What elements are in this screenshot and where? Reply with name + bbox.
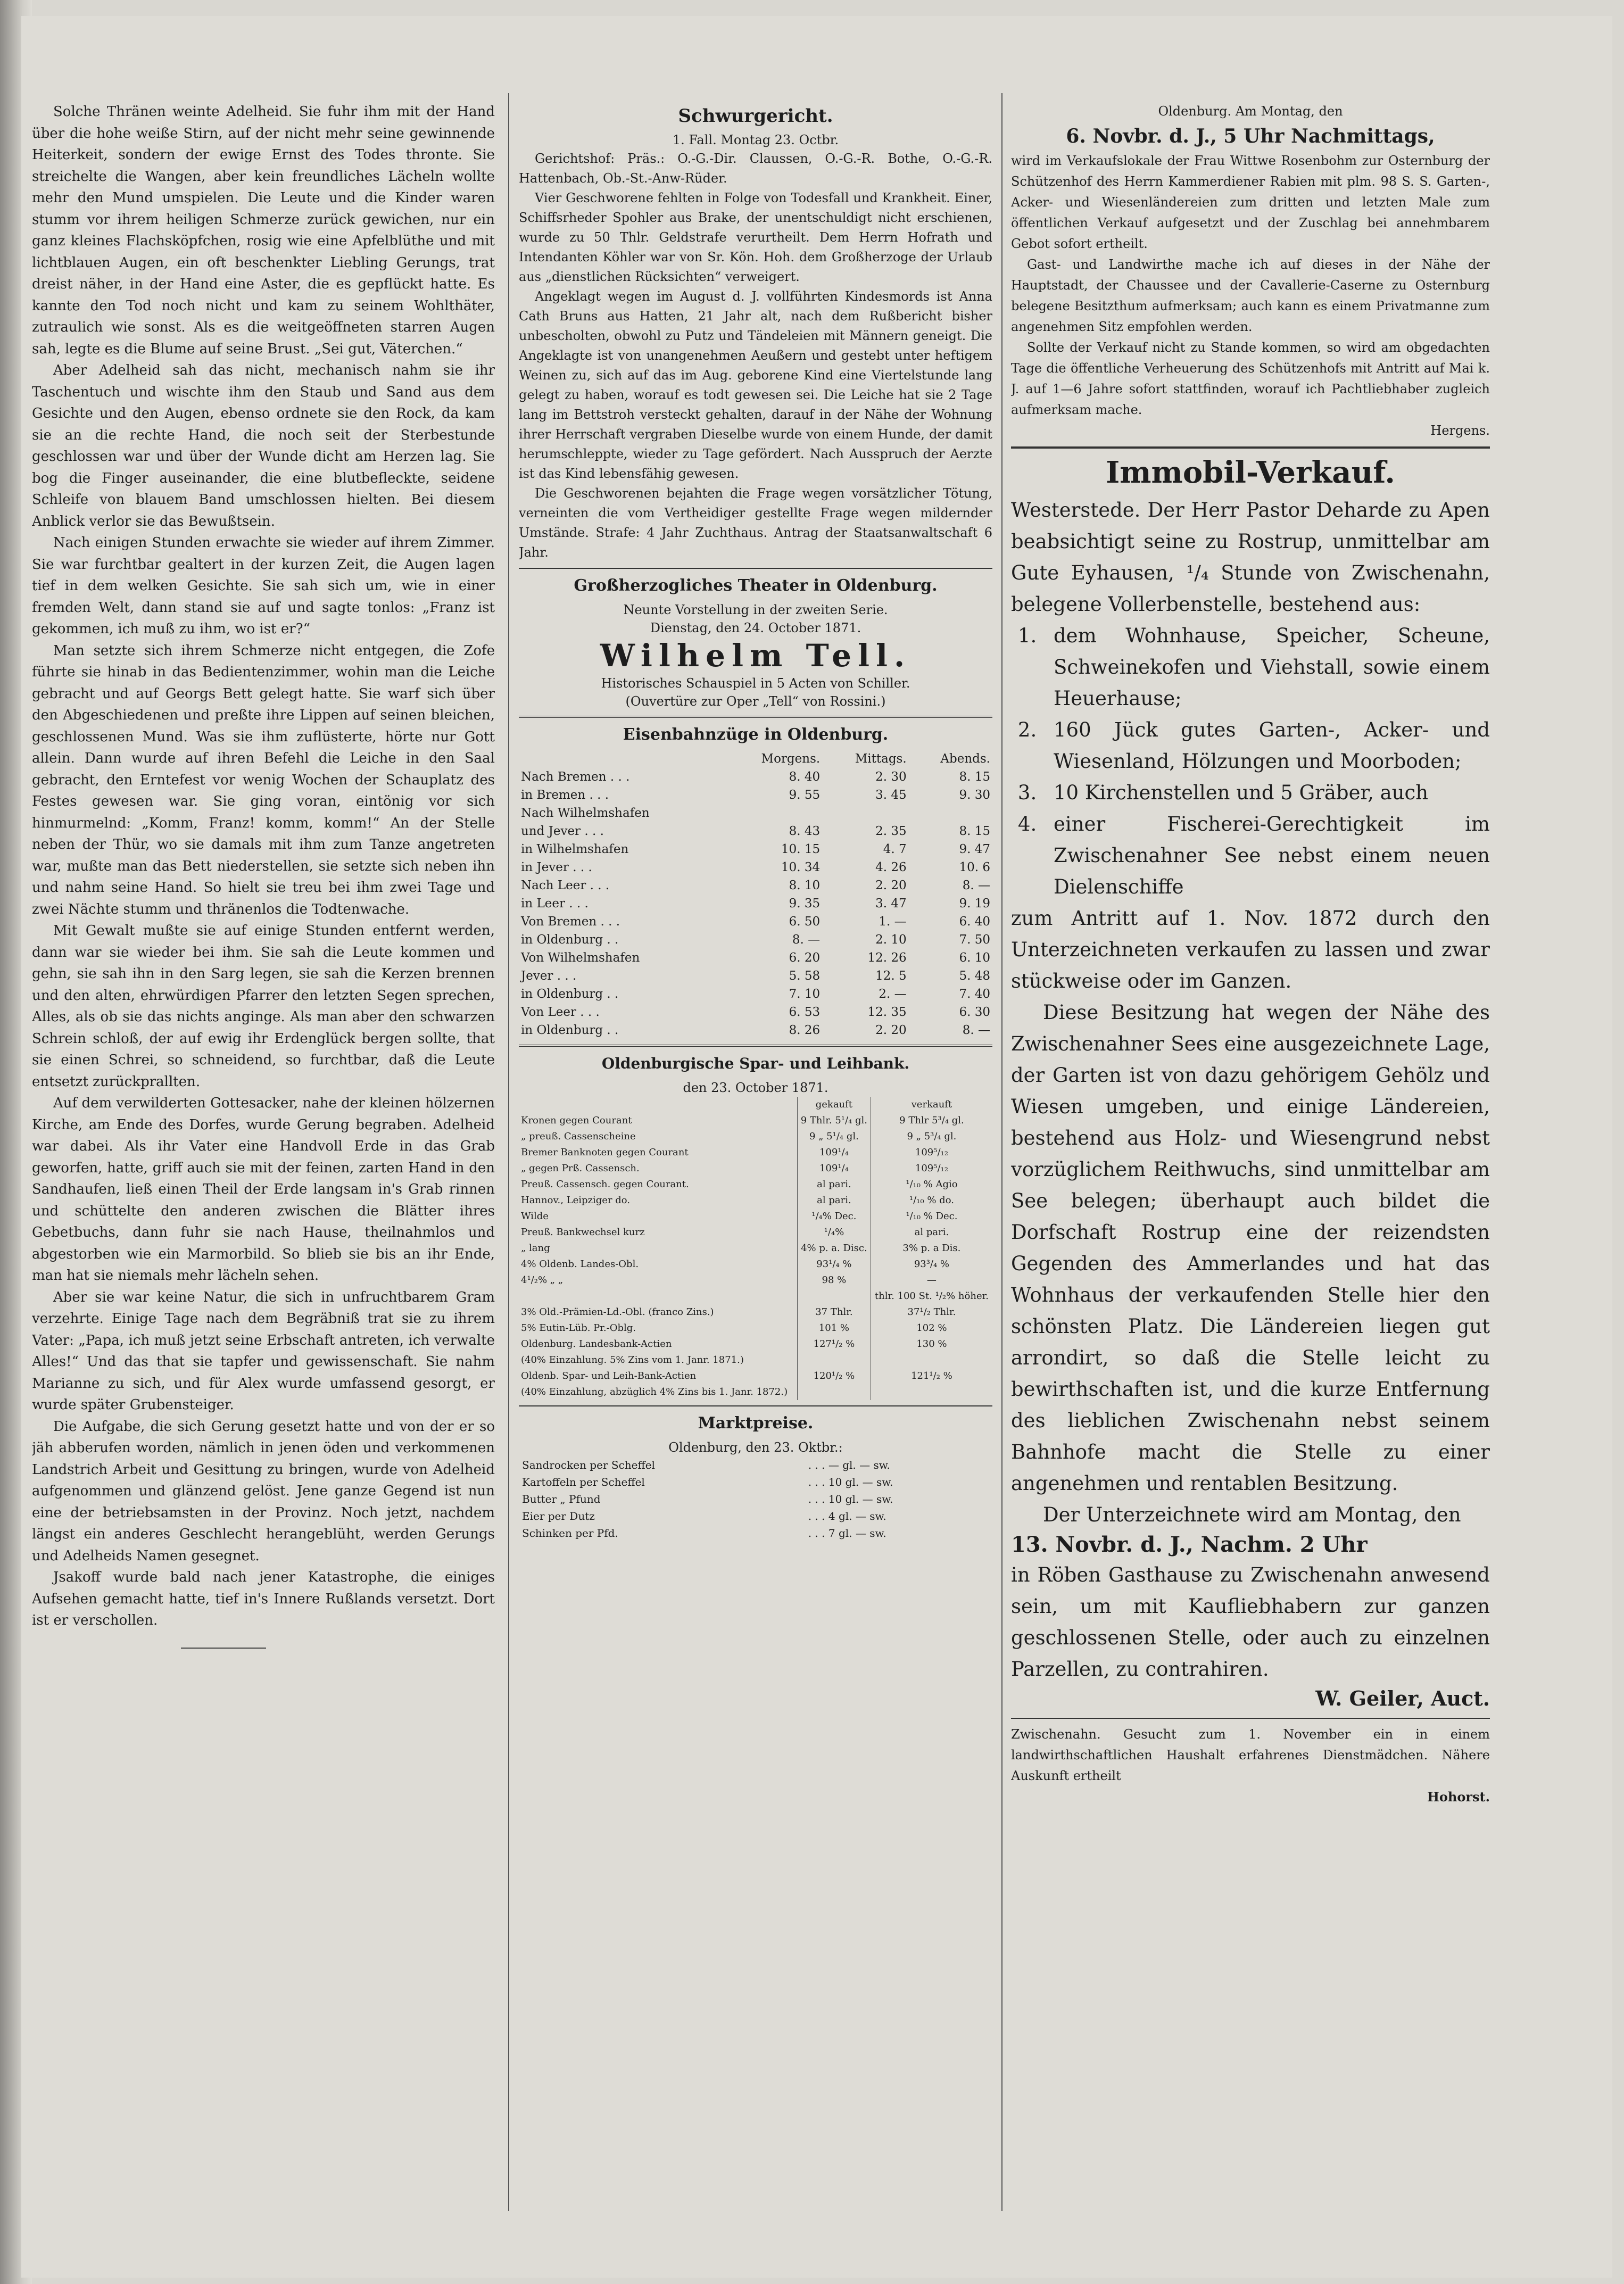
story-paragraph: Nach einigen Stunden erwachte sie wieder auf ihrem Zimmer. Sie war furchtbar gealtert in der kurzen Zeit, die Augen lagen tief in dem welken Gesichte. Sie sah sich um, wie in einer fremden Welt, dann stand sie auf und sagte tonlos: „Franz ist gekommen, ich muß zu ihm, wo ist er?“ xyxy=(32,535,495,637)
table-cell: 3. 47 xyxy=(875,897,907,911)
table-header-row xyxy=(519,1097,992,1113)
table-cell: in Oldenburg . . xyxy=(521,1023,619,1037)
table-cell: 2. — xyxy=(879,987,907,1001)
table-cell: 9 Thlr 5³/₄ gl. xyxy=(871,1113,992,1129)
table-cell: 109¹/₄ xyxy=(797,1145,871,1161)
table-cell: 9. 35 xyxy=(789,897,821,911)
table-row xyxy=(519,876,992,895)
auction-intro: Oldenburg. Am Montag, den xyxy=(1158,104,1343,119)
table-cell: 101 % xyxy=(797,1320,871,1336)
table-cell: 130 % xyxy=(871,1336,992,1352)
table-cell: 7. 40 xyxy=(959,987,990,1001)
table-cell: 7. 50 xyxy=(959,933,990,947)
table-cell: 9 „ 5¹/₄ gl. xyxy=(797,1129,871,1145)
table-cell: 8. 15 xyxy=(959,770,990,784)
table-cell: 10. 34 xyxy=(781,860,821,874)
immobil-paragraph: Der Unterzeichnete wird am Montag, den xyxy=(1043,1503,1461,1526)
table-row xyxy=(519,1320,992,1336)
table-row xyxy=(519,768,992,786)
table-cell: (40% Einzahlung, abzüglich 4% Zins bis 1. Janr. 1872.) xyxy=(521,1386,788,1397)
table-cell: 3% Old.-Prämien-Ld.-Obl. (franco Zins.) xyxy=(521,1306,714,1318)
table-cell: Preuß. Cassensch. gegen Courant. xyxy=(521,1179,689,1190)
table-header xyxy=(519,750,725,768)
table-row xyxy=(519,1161,992,1177)
table-cell: thlr. 100 St. ¹/₂% höher. xyxy=(871,1288,992,1304)
table-cell xyxy=(797,1352,871,1368)
auction-signature: Hergens. xyxy=(1430,423,1490,438)
train-table xyxy=(519,750,992,1039)
table-cell xyxy=(519,1288,797,1304)
table-cell: 6. 20 xyxy=(789,951,821,965)
theater-line: (Ouvertüre zur Oper „Tell“ von Rossini.) xyxy=(625,694,886,709)
table-cell: 5% Eutin-Lüb. Pr.-Oblg. xyxy=(521,1322,636,1334)
section-rule xyxy=(519,716,992,718)
table-row xyxy=(519,1145,992,1161)
table-cell: 8. 15 xyxy=(959,824,990,838)
story-paragraph: Die Aufgabe, die sich Gerung gesetzt hatte und von der er so jäh abberufen worden, nämlich in jenen öden und verkommenen Landstrich Arbeit und Gesittung zu bringen, wurde von Adelheid aufgenommen und glänzend gelöst. Jene ganze Gegend ist nun eine der betriebsamsten in der Provinz. Noch jetzt, nachdem längst ein anderes Geschlecht herangeblüht, werden Gerungs und Adelheids Namen gesegnet. xyxy=(32,1418,495,1564)
table-row xyxy=(519,1240,992,1256)
table-cell: in Bremen . . . xyxy=(521,788,609,802)
table-row xyxy=(519,786,992,804)
table-row xyxy=(519,1336,992,1352)
table-cell: 12. 26 xyxy=(867,951,907,965)
story-column xyxy=(32,101,495,2208)
table-row xyxy=(519,1193,992,1209)
table-cell: Sandrocken per Scheffel xyxy=(522,1459,655,1471)
table-cell: 121¹/₂ % xyxy=(871,1368,992,1384)
table-cell xyxy=(871,1384,992,1400)
table-cell: Nach Bremen . . . xyxy=(521,770,630,784)
table-cell: 9 „ 5³/₄ gl. xyxy=(871,1129,992,1145)
table-cell: 6. 10 xyxy=(959,951,990,965)
table-cell: 98 % xyxy=(797,1272,871,1288)
table-cell: 8. 26 xyxy=(789,1023,821,1037)
list-item: 2. 160 Jück gutes Garten-, Acker- und Wiesenland, Hölzungen und Moorboden; xyxy=(1043,714,1490,777)
table-cell: ¹/₄% xyxy=(797,1224,871,1240)
column-rule xyxy=(508,93,509,2211)
court-title: Schwurgericht. xyxy=(678,105,833,127)
table-cell: 4. 26 xyxy=(875,860,907,874)
table-header: Morgens. xyxy=(761,752,821,766)
table-header: verkauft xyxy=(871,1097,992,1113)
market-title: Marktpreise. xyxy=(698,1414,814,1433)
table-row xyxy=(519,1304,992,1320)
table-cell: Kronen gegen Courant xyxy=(521,1115,632,1126)
table-cell: . . . 10 gl. — sw. xyxy=(808,1493,893,1505)
table-cell: „ gegen Prß. Cassensch. xyxy=(521,1163,640,1174)
story-paragraph: Man setzte sich ihrem Schmerze nicht entgegen, die Zofe führte sie hinab in das Bedientenzimmer, wohin man die Leiche gebracht und auf Georgs Bett gelegt hatte. Sie warf sich über den Abgeschiedenen und preßte ihre Lippen auf seinen bleichen, geschlossenen Mund. Was sie ihm zuflüsterte, hörte nur Gott allein. Dann wurde auf ihren Befehl die Leiche in den Saal gebracht, den Erntefest vor wenig Wochen der Schauplatz des Festes gewesen war. Sie ging voran, eintönig vor sich hinmurmelnd: „Komm, Franz! komm, komm!“ An der Stelle neben der Thür, wo sie damals mit ihm zum Tanze angetreten war, mußte man das Bett niederstellen, sie setzte sich neben ihn und nahm seine Hand. So hielt sie treu bei ihm zwei Tage und zwei Nächte stumm und thränenlos die Todtenwache. xyxy=(32,642,495,917)
table-cell: 102 % xyxy=(871,1320,992,1336)
table-cell: 109⁵/₁₂ xyxy=(871,1145,992,1161)
table-row xyxy=(519,1177,992,1193)
table-cell: 2. 20 xyxy=(875,879,907,892)
table-cell: 6. 50 xyxy=(789,915,821,929)
table-row xyxy=(519,1525,992,1542)
auction-paragraph: Sollte der Verkauf nicht zu Stande kommen, so wird am obgedachten Tage die öffentliche Verheuerung des Schützenhofs mit Antritt auf Mai k. J. auf 1—6 Jahre sofort stattfinden, worauf ich Pachtliebhaber zugleich aufmerksam mache. xyxy=(1011,340,1490,417)
table-cell: „ lang xyxy=(521,1243,550,1254)
wanted-ad: Zwischenahn. Gesucht zum 1. November ein in einem landwirthschaftlichen Haushalt erfahrenes Dienstmädchen. Nähere Auskunft ertheilt xyxy=(1011,1727,1490,1783)
immobil-signature: W. Geiler, Auct. xyxy=(1315,1686,1490,1710)
court-paragraph: Die Geschworenen bejahten die Frage wegen vorsätzlicher Tötung, verneinten die vom Vertheidiger gestellte Frage wegen mildernder Umstände. Strafe: 4 Jahr Zuchthaus. Antrag der Staatsanwaltschaft 6 Jahr. xyxy=(519,486,992,560)
wanted-signature: Hohorst. xyxy=(1427,1789,1490,1805)
table-cell: 7. 10 xyxy=(789,987,821,1001)
table-cell: Von Wilhelmshafen xyxy=(521,951,640,965)
table-row xyxy=(519,1113,992,1129)
table-cell: Bremer Banknoten gegen Courant xyxy=(521,1147,689,1158)
story-paragraph: Mit Gewalt mußte sie auf einige Stunden entfernt werden, dann war sie wieder bei ihm. Sie sah die Leute kommen und gehn, sie sah ihn in den Sarg legen, sie sah die Kerzen brennen und den alten, ehrwürdigen Pfarrer den letzten Segen sprechen, Alles, als ob sie das nichts anginge. Als man aber den schwarzen Schrein schloß, der auf ewig ihr Erdenglück bergen sollte, that sie einen Schrei, so schneidend, so furchtbar, daß die Leute entsetzt zurückprallten. xyxy=(32,923,495,1090)
table-cell: . . . 4 gl. — sw. xyxy=(808,1510,886,1522)
story-paragraph: Solche Thränen weinte Adelheid. Sie fuhr ihm mit der Hand über die hohe weiße Stirn, auf der nicht mehr seine gewinnende Heiterkeit, sondern der ewige Ernst des Todes thronte. Sie streichelte die Wangen, aber kein freundliches Lächeln wollte mehr den Mund umspielen. Die Leute und die Kinder waren stumm vor ihrem heiligen Schmerze zurück gewichen, nur ein ganz kleines Flachsköpfchen, rosig wie eine Apfelblüthe und mit lichtblauen Augen, ein oft beschenkter Liebling Gerungs, trat dreist näher, in der Hand eine Aster, die es gepflückt hatte. Es kannte den Tod noch nicht und kam zu seinem Wohlthäter, zutraulich wie sonst. Als es die weitgeöffneten starren Augen sah, legte es die Blume auf seine Brust. „Sei gut, Väterchen.“ xyxy=(32,104,495,357)
table-cell: in Oldenburg . . xyxy=(521,987,619,1001)
table-cell: 1. — xyxy=(879,915,907,929)
table-cell: 8. 10 xyxy=(789,879,821,892)
immobil-paragraph: Westerstede. Der Herr Pastor Deharde zu Apen beabsichtigt seine zu Rostrup, unmittelbar am Gute Eyhausen, ¹/₄ Stunde von Zwischenahn, belegene Vollerbenstelle, bestehend aus: xyxy=(1011,499,1490,616)
immobil-date: 13. Novbr. d. J., Nachm. 2 Uhr xyxy=(1011,1532,1368,1557)
immobil-paragraph: zum Antritt auf 1. Nov. 1872 durch den Unterzeichneten verkaufen zu lassen und zwar stückweise oder im Ganzen. xyxy=(1011,907,1490,992)
table-row xyxy=(519,1021,992,1039)
table-cell: Wilde xyxy=(521,1211,549,1222)
table-cell: in Jever . . . xyxy=(521,860,592,874)
table-row xyxy=(519,967,992,985)
table-cell: al pari. xyxy=(871,1224,992,1240)
table-cell: 12. 5 xyxy=(875,969,907,983)
table-cell: 4. 7 xyxy=(883,842,907,856)
table-cell: ¹/₁₀ % Dec. xyxy=(871,1209,992,1224)
table-cell: in Oldenburg . . xyxy=(521,933,619,947)
story-paragraph: Aber sie war keine Natur, die sich in unfruchtbarem Gram verzehrte. Einige Tage nach dem Begräbniß trat sie zu ihrem Vater: „Papa, ich muß jetzt seine Erbschaft antreten, ich verwalte Alles!“ Und das that sie tapfer und gewissenschaft. Sie nahm Marianne zu sich, und für Alex wurde umfassend gesorgt, er wurde später Grubensteiger. xyxy=(32,1289,495,1413)
table-cell: 8. — xyxy=(962,1023,990,1037)
table-cell: 12. 35 xyxy=(867,1005,907,1019)
theater-title: Großherzogliches Theater in Oldenburg. xyxy=(574,576,938,595)
table-row xyxy=(519,895,992,913)
table-cell: Nach Leer . . . xyxy=(521,879,610,892)
table-row xyxy=(519,1209,992,1224)
table-cell: 2. 35 xyxy=(875,824,907,838)
table-cell: al pari. xyxy=(797,1193,871,1209)
table-row xyxy=(519,1129,992,1145)
table-cell xyxy=(797,1288,871,1304)
table-cell: Oldenb. Spar- und Leih-Bank-Actien xyxy=(521,1370,697,1381)
table-cell: ¹/₁₀ % Agio xyxy=(871,1177,992,1193)
table-cell: 3% p. a Dis. xyxy=(871,1240,992,1256)
table-cell: Eier per Dutz xyxy=(522,1510,595,1522)
section-rule xyxy=(1011,446,1490,449)
table-cell: . . . 7 gl. — sw. xyxy=(808,1527,886,1540)
bank-title: Oldenburgische Spar- und Leihbank. xyxy=(601,1055,910,1072)
section-rule xyxy=(519,1045,992,1047)
story-paragraph: Aber Adelheid sah das nicht, mechanisch nahm sie ihr Taschentuch und wischte ihm den Staub und Sand aus dem Gesichte und den Augen, ebenso ordnete sie den Rock, da kam sie an die rechte Hand, die noch seit der Sterbestunde geschlossen war und über der Wunde dicht am Herzen lag. Sie bog die Finger auseinander, die eine blutbefleckte, seidene Schleife von blauem Band umschlossen hielten. Bei diesem Anblick verlor sie das Bewußtsein. xyxy=(32,362,495,529)
table-cell: 109⁵/₁₂ xyxy=(871,1161,992,1177)
table-cell: 37¹/₂ Thlr. xyxy=(871,1304,992,1320)
court-subtitle: 1. Fall. Montag 23. Octbr. xyxy=(672,133,839,147)
table-row xyxy=(519,1256,992,1272)
table-row xyxy=(519,1003,992,1021)
table-cell: 6. 40 xyxy=(959,915,990,929)
court-paragraph: Gerichtshof: Präs.: O.-G.-Dir. Claussen, O.-G.-R. Bothe, O.-G.-R. Hattenbach, Ob.-St.-Anw-Rüder. xyxy=(519,151,992,186)
ads-column xyxy=(1011,101,1490,2208)
theater-play-title: Wilhelm Tell. xyxy=(600,638,912,674)
table-cell: 109¹/₄ xyxy=(797,1161,871,1177)
market-date: Oldenburg, den 23. Oktbr.: xyxy=(668,1440,843,1455)
story-paragraph: Jsakoff wurde bald nach jener Katastrophe, die einiges Aufsehen gemacht hatte, tief in's Innere Rußlands versetzt. Dort ist er verschollen. xyxy=(32,1569,495,1628)
list-item: 3. 10 Kirchenstellen und 5 Gräber, auch xyxy=(1043,777,1490,808)
table-cell: 120¹/₂ % xyxy=(797,1368,871,1384)
table-cell: 4% Oldenb. Landes-Obl. xyxy=(521,1259,639,1270)
table-header: gekauft xyxy=(797,1097,871,1113)
table-cell: — xyxy=(871,1272,992,1288)
table-header-row xyxy=(519,750,992,768)
auction-date: 6. Novbr. d. J., 5 Uhr Nachmittags, xyxy=(1066,125,1435,147)
table-cell: „ preuß. Cassenscheine xyxy=(521,1131,636,1142)
table-row xyxy=(519,840,992,858)
table-cell: 4% p. a. Disc. xyxy=(797,1240,871,1256)
table-cell: 9. 30 xyxy=(959,788,990,802)
table-cell: 2. 10 xyxy=(875,933,907,947)
table-cell: Kartoffeln per Scheffel xyxy=(522,1476,645,1488)
bank-date: den 23. October 1871. xyxy=(683,1080,828,1095)
table-cell xyxy=(871,1352,992,1368)
table-row xyxy=(519,1272,992,1288)
table-row xyxy=(519,1457,992,1474)
table-row xyxy=(519,804,992,822)
table-cell: 10. 15 xyxy=(781,842,821,856)
auction-paragraph: wird im Verkaufslokale der Frau Wittwe Rosenbohm zur Osternburg der Schützenhof des Herrn Kammerdiener Rabien mit plm. 98 S. S. Garten-, Acker- und Wiesenländereien zum dritten und letzten Male zum öffentlichen Verkauf aufgesetzt und der Zuschlag bei annehmbarem Gebot sofort ertheilt. xyxy=(1011,153,1490,251)
table-row xyxy=(519,1352,992,1368)
table-cell: 9 Thlr. 5¹/₄ gl. xyxy=(797,1113,871,1129)
table-cell: 6. 30 xyxy=(959,1005,990,1019)
table-header: Mittags. xyxy=(855,752,907,766)
table-cell: in Wilhelmshafen xyxy=(521,842,629,856)
table-header xyxy=(519,1097,797,1113)
immobil-paragraph: Diese Besitzung hat wegen der Nähe des Zwischenahner Sees eine ausgezeichnete Lage, der Garten ist von dazu gehörigem Gehölz und Wiesen umgeben, und einige Ländereien, bestehend aus Holz- und Wiesengrund nebst vorzüglichem Reithwuchs, sind unmittelbar am See belegen; überhaupt auch bildet die Dorfschaft Rostrup eine der reizendsten Gegenden des Ammerlandes und hat das Wohnhaus der verkaufenden Stelle hier den schönsten Platz. Die Ländereien liegen gut arrondirt, so daß die Stelle leicht zu bewirthschaften ist, und die kurze Entfernung des lieblichen Zwischenahn nebst seinem Bahnhofe macht die Stelle zu einer angenehmen und rentablen Besitzung. xyxy=(1011,1001,1490,1495)
table-cell: 8. 40 xyxy=(789,770,821,784)
table-cell xyxy=(909,804,992,822)
end-rule xyxy=(181,1648,266,1649)
table-row xyxy=(519,822,992,840)
table-row xyxy=(519,1368,992,1384)
table-cell: 9. 47 xyxy=(959,842,990,856)
table-cell: 9. 55 xyxy=(789,788,821,802)
table-cell: 10. 6 xyxy=(959,860,990,874)
table-cell: 8. — xyxy=(792,933,821,947)
table-cell: (40% Einzahlung. 5% Zins vom 1. Janr. 1871.) xyxy=(521,1354,744,1366)
table-cell: Jever . . . xyxy=(521,969,577,983)
table-row xyxy=(519,1508,992,1525)
table-cell: ¹/₄% Dec. xyxy=(797,1209,871,1224)
table-cell: 2. 30 xyxy=(875,770,907,784)
table-cell: 127¹/₂ % xyxy=(797,1336,871,1352)
market-prices-table xyxy=(519,1457,992,1542)
immobil-paragraph: in Röben Gasthause zu Zwischenahn anwesend sein, um mit Kaufliebhabern zur ganzen geschlossenen Stelle, oder auch zu einzelnen Parzellen, zu contrahiren. xyxy=(1011,1563,1490,1681)
list-item: 4. einer Fischerei-Gerechtigkeit im Zwischenahner See nebst einem neuen Dielenschiffe xyxy=(1043,808,1490,903)
table-cell: 6. 53 xyxy=(789,1005,821,1019)
section-rule xyxy=(519,1405,992,1406)
table-cell: Preuß. Bankwechsel kurz xyxy=(521,1227,645,1238)
table-cell: 8. 43 xyxy=(789,824,821,838)
table-row xyxy=(519,858,992,876)
table-cell xyxy=(797,1384,871,1400)
table-cell: Hannov., Leipziger do. xyxy=(521,1195,631,1206)
table-cell: Oldenburg. Landesbank-Actien xyxy=(521,1338,672,1350)
table-cell: . . . 10 gl. — sw. xyxy=(808,1476,893,1488)
section-rule xyxy=(519,568,992,569)
table-header: Abends. xyxy=(940,752,990,766)
court-paragraph: Angeklagt wegen im August d. J. vollführten Kindesmords ist Anna Cath Bruns aus Hatten, 21 Jahr alt, nach dem Rußbericht bisher unbescholten, obwohl zu Putz und Tändeleien mit Männern geneigt. Die Angeklagte ist von unangenehmen Aeußern und gestebt unter heftigem Weinen zu, sich auf das im Aug. geborene Kind eine Viertelstunde lang gelegt zu haben, worauf es todt gewesen sei. Die Leiche hat sie 2 Tage lang im Bettstroh versteckt gehalten, darauf in der Nähe der Wohnung ihrer Herrschaft vergraben Dieselbe wurde von einem Hunde, der damit herumschleppte, wieder zu Tage gefördert. Nach Ausspruch der Aerzte ist das Kind lebensfähig gewesen. xyxy=(519,289,992,481)
table-cell: Schinken per Pfd. xyxy=(522,1527,618,1540)
theater-line: Neunte Vorstellung in der zweiten Serie. xyxy=(623,602,888,617)
news-column xyxy=(519,101,992,2208)
table-cell: al pari. xyxy=(797,1177,871,1193)
table-row xyxy=(519,1491,992,1508)
immobil-title: Immobil-Verkauf. xyxy=(1106,455,1395,490)
table-row xyxy=(519,913,992,931)
table-row xyxy=(519,949,992,967)
table-cell: 5. 58 xyxy=(789,969,821,983)
auction-paragraph: Gast- und Landwirthe mache ich auf dieses in der Nähe der Hauptstadt, der Chaussee und der Cavallerie-Caserne zu Osternburg belegene Besitzthum aufmerksam; auch kann es einem Privatmanne zum angenehmen Sitz empfohlen werden. xyxy=(1011,257,1490,334)
table-row xyxy=(519,1224,992,1240)
table-row xyxy=(519,985,992,1003)
table-cell: 8. — xyxy=(962,879,990,892)
table-cell: 5. 48 xyxy=(959,969,990,983)
table-row xyxy=(519,1288,992,1304)
story-paragraph: Auf dem verwilderten Gottesacker, nahe der kleinen hölzernen Kirche, am Ende des Dorfes, wurde Gerung begraben. Adelheid war dabei. Als ihr Vater eine Handvoll Erde in das Grab geworfen, hatte, griff auch sie mit der feinen, zarten Hand in den Sandhaufen, ließ einen Theil der Erde langsam in's Grab rinnen und schüttelte den anderen zwischen die Blätter ihres Gebetbuchs, dann fuhr sie nach Hause, theilnahmlos und abgestorben wie ein Marmorbild. So blieb sie bis an ihr Ende, man hat sie niemals mehr lächeln sehen. xyxy=(32,1095,495,1284)
theater-line: Historisches Schauspiel in 5 Acten von Schiller. xyxy=(601,676,910,691)
section-rule xyxy=(1011,1718,1490,1719)
table-row xyxy=(519,1474,992,1491)
table-cell: in Leer . . . xyxy=(521,897,589,911)
table-cell: Von Leer . . . xyxy=(521,1005,600,1019)
table-cell: ¹/₁₀ % do. xyxy=(871,1193,992,1209)
table-cell: und Jever . . . xyxy=(521,824,604,838)
table-cell: Nach Wilhelmshafen xyxy=(521,806,650,820)
table-cell: 93¹/₄ % xyxy=(797,1256,871,1272)
table-cell xyxy=(822,804,908,822)
table-cell: 37 Thlr. xyxy=(797,1304,871,1320)
table-cell: 4¹/₂% „ „ xyxy=(521,1275,564,1286)
table-cell: Butter „ Pfund xyxy=(522,1493,601,1505)
table-cell: 9. 19 xyxy=(959,897,990,911)
court-paragraph: Vier Geschworene fehlten in Folge von Todesfall und Krankheit. Einer, Schiffsrheder Spohler aus Brake, der unentschuldigt nicht erschienen, wurde zu 50 Thlr. Geldstrafe verurtheilt. Dem Herrn Hofrath und Intendanten Köhler war von Sr. Kön. Hoh. dem Großherzoge der Urlaub aus „dienstlichen Rücksichten“ verweigert. xyxy=(519,191,992,284)
table-row xyxy=(519,931,992,949)
table-cell: 3. 45 xyxy=(875,788,907,802)
table-cell: . . . — gl. — sw. xyxy=(808,1459,890,1471)
table-cell: 93³/₄ % xyxy=(871,1256,992,1272)
table-row xyxy=(519,1384,992,1400)
table-cell xyxy=(725,804,823,822)
trains-title: Eisenbahnzüge in Oldenburg. xyxy=(623,725,889,744)
bank-rates-table xyxy=(519,1097,992,1400)
property-list xyxy=(1011,620,1490,903)
table-cell: 2. 20 xyxy=(875,1023,907,1037)
theater-date: Dienstag, den 24. October 1871. xyxy=(650,620,861,635)
table-cell: Von Bremen . . . xyxy=(521,915,620,929)
list-item: 1. dem Wohnhause, Speicher, Scheune, Schweinekofen und Viehstall, sowie einem Heuerhause; xyxy=(1043,620,1490,714)
column-rule xyxy=(1001,93,1002,2211)
